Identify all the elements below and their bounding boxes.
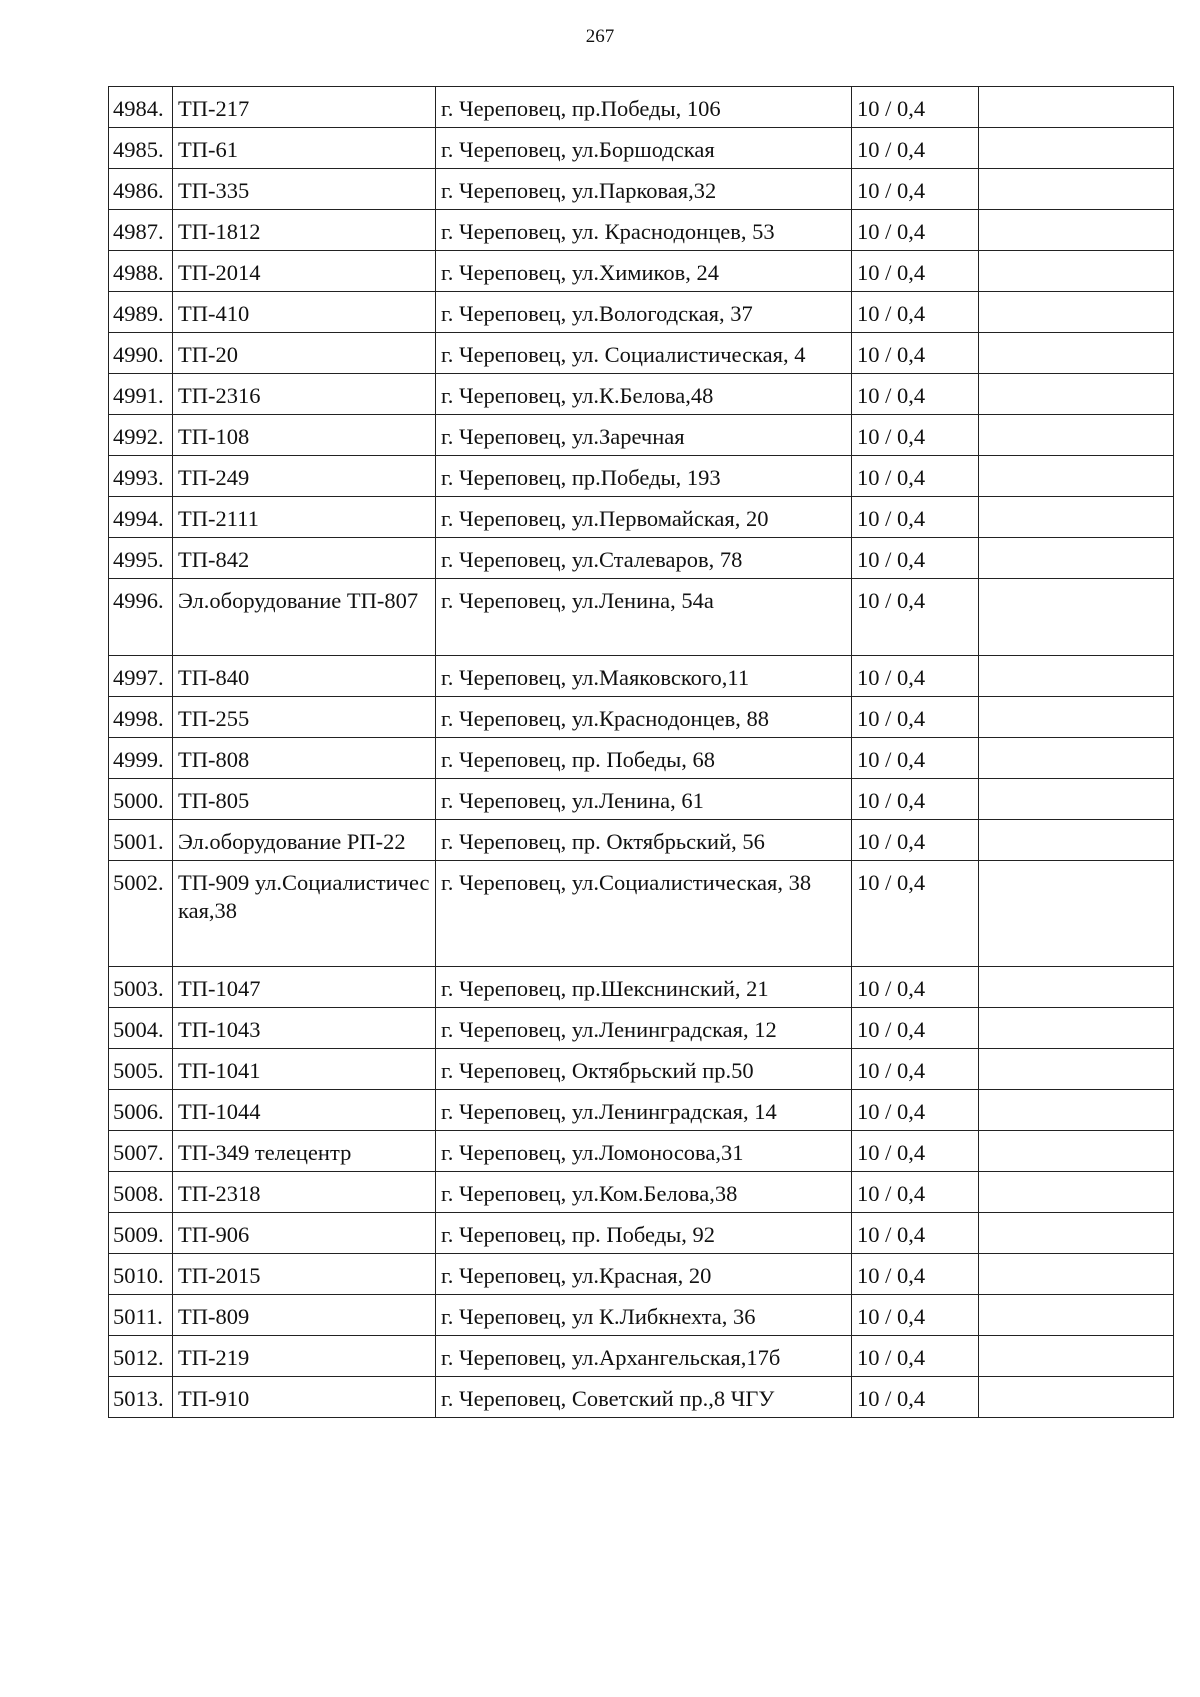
row-number-cell: 5007. bbox=[109, 1131, 173, 1172]
equipment-name-cell: ТП-2014 bbox=[173, 251, 436, 292]
notes-cell bbox=[979, 579, 1174, 656]
address-cell: г. Череповец, пр.Шекснинский, 21 bbox=[436, 967, 852, 1008]
equipment-name-cell: ТП-410 bbox=[173, 292, 436, 333]
row-number-cell: 4997. bbox=[109, 656, 173, 697]
row-number-cell: 5000. bbox=[109, 779, 173, 820]
equipment-name-cell: ТП-255 bbox=[173, 697, 436, 738]
equipment-name-cell: ТП-217 bbox=[173, 87, 436, 128]
table-row bbox=[109, 538, 1174, 579]
voltage-cell: 10 / 0,4 bbox=[852, 779, 979, 820]
voltage-cell: 10 / 0,4 bbox=[852, 415, 979, 456]
voltage-cell: 10 / 0,4 bbox=[852, 1254, 979, 1295]
voltage-cell: 10 / 0,4 bbox=[852, 967, 979, 1008]
notes-cell bbox=[979, 292, 1174, 333]
table-row bbox=[109, 292, 1174, 333]
row-number-cell: 5001. bbox=[109, 820, 173, 861]
address-cell: г. Череповец, ул.Ком.Белова,38 bbox=[436, 1172, 852, 1213]
notes-cell bbox=[979, 861, 1174, 967]
table-row bbox=[109, 1295, 1174, 1336]
address-cell: г. Череповец, пр. Победы, 68 bbox=[436, 738, 852, 779]
equipment-name-cell: ТП-906 bbox=[173, 1213, 436, 1254]
voltage-cell: 10 / 0,4 bbox=[852, 1131, 979, 1172]
notes-cell bbox=[979, 779, 1174, 820]
address-cell: г. Череповец, ул.Красная, 20 bbox=[436, 1254, 852, 1295]
row-number-cell: 5005. bbox=[109, 1049, 173, 1090]
row-number-cell: 5004. bbox=[109, 1008, 173, 1049]
equipment-name-cell: ТП-1812 bbox=[173, 210, 436, 251]
address-cell: г. Череповец, ул.Социалистическая, 38 bbox=[436, 861, 852, 967]
row-number-cell: 5010. bbox=[109, 1254, 173, 1295]
row-number-cell: 5012. bbox=[109, 1336, 173, 1377]
notes-cell bbox=[979, 1049, 1174, 1090]
table-row bbox=[109, 128, 1174, 169]
address-cell: г. Череповец, ул.Ленина, 54а bbox=[436, 579, 852, 656]
row-number-cell: 4990. bbox=[109, 333, 173, 374]
row-number-cell: 4999. bbox=[109, 738, 173, 779]
voltage-cell: 10 / 0,4 bbox=[852, 656, 979, 697]
row-number-cell: 4991. bbox=[109, 374, 173, 415]
row-number-cell: 5002. bbox=[109, 861, 173, 967]
equipment-table bbox=[108, 86, 1174, 1418]
notes-cell bbox=[979, 656, 1174, 697]
voltage-cell: 10 / 0,4 bbox=[852, 538, 979, 579]
equipment-name-cell: ТП-1047 bbox=[173, 967, 436, 1008]
notes-cell bbox=[979, 1008, 1174, 1049]
voltage-cell: 10 / 0,4 bbox=[852, 1090, 979, 1131]
address-cell: г. Череповец, ул.Архангельская,17б bbox=[436, 1336, 852, 1377]
row-number-cell: 5009. bbox=[109, 1213, 173, 1254]
equipment-name-cell: ТП-808 bbox=[173, 738, 436, 779]
voltage-cell: 10 / 0,4 bbox=[852, 579, 979, 656]
table-row bbox=[109, 1254, 1174, 1295]
table-row bbox=[109, 1213, 1174, 1254]
row-number-cell: 4995. bbox=[109, 538, 173, 579]
equipment-name-cell: Эл.оборудование РП-22 bbox=[173, 820, 436, 861]
address-cell: г. Череповец, ул.Ленина, 61 bbox=[436, 779, 852, 820]
equipment-name-cell: ТП-1043 bbox=[173, 1008, 436, 1049]
notes-cell bbox=[979, 1295, 1174, 1336]
table-row bbox=[109, 1336, 1174, 1377]
table-row bbox=[109, 497, 1174, 538]
notes-cell bbox=[979, 210, 1174, 251]
row-number-cell: 5006. bbox=[109, 1090, 173, 1131]
row-number-cell: 5003. bbox=[109, 967, 173, 1008]
address-cell: г. Череповец, ул.Сталеваров, 78 bbox=[436, 538, 852, 579]
address-cell: г. Череповец, пр. Победы, 92 bbox=[436, 1213, 852, 1254]
table-row bbox=[109, 1377, 1174, 1418]
row-number-cell: 4993. bbox=[109, 456, 173, 497]
row-number-cell: 4985. bbox=[109, 128, 173, 169]
address-cell: г. Череповец, пр.Победы, 106 bbox=[436, 87, 852, 128]
table-row bbox=[109, 333, 1174, 374]
notes-cell bbox=[979, 497, 1174, 538]
notes-cell bbox=[979, 333, 1174, 374]
table-row bbox=[109, 861, 1174, 967]
voltage-cell: 10 / 0,4 bbox=[852, 697, 979, 738]
equipment-name-cell: ТП-2316 bbox=[173, 374, 436, 415]
address-cell: г. Череповец, ул.Краснодонцев, 88 bbox=[436, 697, 852, 738]
row-number-cell: 4986. bbox=[109, 169, 173, 210]
voltage-cell: 10 / 0,4 bbox=[852, 456, 979, 497]
equipment-name-cell: ТП-809 bbox=[173, 1295, 436, 1336]
voltage-cell: 10 / 0,4 bbox=[852, 210, 979, 251]
address-cell: г. Череповец, ул.Вологодская, 37 bbox=[436, 292, 852, 333]
voltage-cell: 10 / 0,4 bbox=[852, 1295, 979, 1336]
equipment-name-cell: ТП-910 bbox=[173, 1377, 436, 1418]
equipment-name-cell: ТП-840 bbox=[173, 656, 436, 697]
table-body bbox=[109, 87, 1174, 1418]
notes-cell bbox=[979, 374, 1174, 415]
voltage-cell: 10 / 0,4 bbox=[852, 497, 979, 538]
notes-cell bbox=[979, 128, 1174, 169]
voltage-cell: 10 / 0,4 bbox=[852, 861, 979, 967]
equipment-name-cell: ТП-2111 bbox=[173, 497, 436, 538]
address-cell: г. Череповец, ул.Ленинградская, 12 bbox=[436, 1008, 852, 1049]
table-row bbox=[109, 1131, 1174, 1172]
voltage-cell: 10 / 0,4 bbox=[852, 292, 979, 333]
address-cell: г. Череповец, ул.Маяковского,11 bbox=[436, 656, 852, 697]
table-row bbox=[109, 579, 1174, 656]
notes-cell bbox=[979, 538, 1174, 579]
address-cell: г. Череповец, ул.Парковая,32 bbox=[436, 169, 852, 210]
table-row bbox=[109, 656, 1174, 697]
equipment-name-cell: ТП-219 bbox=[173, 1336, 436, 1377]
table-row bbox=[109, 374, 1174, 415]
table-row bbox=[109, 820, 1174, 861]
equipment-name-cell: ТП-61 bbox=[173, 128, 436, 169]
equipment-name-cell: ТП-108 bbox=[173, 415, 436, 456]
address-cell: г. Череповец, ул.Ломоносова,31 bbox=[436, 1131, 852, 1172]
notes-cell bbox=[979, 87, 1174, 128]
table-row bbox=[109, 1172, 1174, 1213]
voltage-cell: 10 / 0,4 bbox=[852, 87, 979, 128]
notes-cell bbox=[979, 456, 1174, 497]
address-cell: г. Череповец, пр. Октябрьский, 56 bbox=[436, 820, 852, 861]
equipment-name-cell: ТП-1044 bbox=[173, 1090, 436, 1131]
address-cell: г. Череповец, Советский пр.,8 ЧГУ bbox=[436, 1377, 852, 1418]
address-cell: г. Череповец, ул.Заречная bbox=[436, 415, 852, 456]
equipment-name-cell: ТП-335 bbox=[173, 169, 436, 210]
equipment-name-cell: ТП-2318 bbox=[173, 1172, 436, 1213]
voltage-cell: 10 / 0,4 bbox=[852, 1008, 979, 1049]
equipment-name-cell: ТП-805 bbox=[173, 779, 436, 820]
address-cell: г. Череповец, ул.К.Белова,48 bbox=[436, 374, 852, 415]
address-cell: г. Череповец, ул. Социалистическая, 4 bbox=[436, 333, 852, 374]
table-row bbox=[109, 169, 1174, 210]
voltage-cell: 10 / 0,4 bbox=[852, 1172, 979, 1213]
table-row bbox=[109, 456, 1174, 497]
notes-cell bbox=[979, 169, 1174, 210]
table-row bbox=[109, 1049, 1174, 1090]
address-cell: г. Череповец, ул.Химиков, 24 bbox=[436, 251, 852, 292]
voltage-cell: 10 / 0,4 bbox=[852, 820, 979, 861]
row-number-cell: 5013. bbox=[109, 1377, 173, 1418]
voltage-cell: 10 / 0,4 bbox=[852, 1049, 979, 1090]
notes-cell bbox=[979, 251, 1174, 292]
row-number-cell: 4989. bbox=[109, 292, 173, 333]
equipment-name-cell: Эл.оборудование ТП-807 bbox=[173, 579, 436, 656]
notes-cell bbox=[979, 967, 1174, 1008]
row-number-cell: 4988. bbox=[109, 251, 173, 292]
notes-cell bbox=[979, 1254, 1174, 1295]
address-cell: г. Череповец, ул.Первомайская, 20 bbox=[436, 497, 852, 538]
page-number: 267 bbox=[585, 26, 615, 47]
notes-cell bbox=[979, 415, 1174, 456]
address-cell: г. Череповец, ул. Краснодонцев, 53 bbox=[436, 210, 852, 251]
notes-cell bbox=[979, 1377, 1174, 1418]
notes-cell bbox=[979, 1213, 1174, 1254]
row-number-cell: 5011. bbox=[109, 1295, 173, 1336]
table-row bbox=[109, 87, 1174, 128]
table-row bbox=[109, 967, 1174, 1008]
table-row bbox=[109, 1008, 1174, 1049]
address-cell: г. Череповец, ул К.Либкнехта, 36 bbox=[436, 1295, 852, 1336]
table-row bbox=[109, 415, 1174, 456]
row-number-cell: 4996. bbox=[109, 579, 173, 656]
table-row bbox=[109, 697, 1174, 738]
voltage-cell: 10 / 0,4 bbox=[852, 1336, 979, 1377]
voltage-cell: 10 / 0,4 bbox=[852, 1377, 979, 1418]
notes-cell bbox=[979, 1090, 1174, 1131]
row-number-cell: 5008. bbox=[109, 1172, 173, 1213]
voltage-cell: 10 / 0,4 bbox=[852, 1213, 979, 1254]
address-cell: г. Череповец, Октябрьский пр.50 bbox=[436, 1049, 852, 1090]
equipment-name-cell: ТП-20 bbox=[173, 333, 436, 374]
row-number-cell: 4987. bbox=[109, 210, 173, 251]
row-number-cell: 4984. bbox=[109, 87, 173, 128]
notes-cell bbox=[979, 1336, 1174, 1377]
voltage-cell: 10 / 0,4 bbox=[852, 333, 979, 374]
equipment-name-cell: ТП-249 bbox=[173, 456, 436, 497]
equipment-name-cell: ТП-909 ул.Социалистическая,38 bbox=[173, 861, 436, 967]
address-cell: г. Череповец, ул.Ленинградская, 14 bbox=[436, 1090, 852, 1131]
equipment-name-cell: ТП-1041 bbox=[173, 1049, 436, 1090]
voltage-cell: 10 / 0,4 bbox=[852, 374, 979, 415]
notes-cell bbox=[979, 1172, 1174, 1213]
row-number-cell: 4994. bbox=[109, 497, 173, 538]
table-row bbox=[109, 251, 1174, 292]
row-number-cell: 4992. bbox=[109, 415, 173, 456]
voltage-cell: 10 / 0,4 bbox=[852, 169, 979, 210]
notes-cell bbox=[979, 697, 1174, 738]
table-row bbox=[109, 779, 1174, 820]
table-row bbox=[109, 738, 1174, 779]
address-cell: г. Череповец, ул.Боршодская bbox=[436, 128, 852, 169]
notes-cell bbox=[979, 1131, 1174, 1172]
notes-cell bbox=[979, 738, 1174, 779]
table-row bbox=[109, 1090, 1174, 1131]
equipment-name-cell: ТП-349 телецентр bbox=[173, 1131, 436, 1172]
voltage-cell: 10 / 0,4 bbox=[852, 738, 979, 779]
notes-cell bbox=[979, 820, 1174, 861]
equipment-name-cell: ТП-2015 bbox=[173, 1254, 436, 1295]
voltage-cell: 10 / 0,4 bbox=[852, 251, 979, 292]
voltage-cell: 10 / 0,4 bbox=[852, 128, 979, 169]
address-cell: г. Череповец, пр.Победы, 193 bbox=[436, 456, 852, 497]
table-row bbox=[109, 210, 1174, 251]
row-number-cell: 4998. bbox=[109, 697, 173, 738]
equipment-name-cell: ТП-842 bbox=[173, 538, 436, 579]
